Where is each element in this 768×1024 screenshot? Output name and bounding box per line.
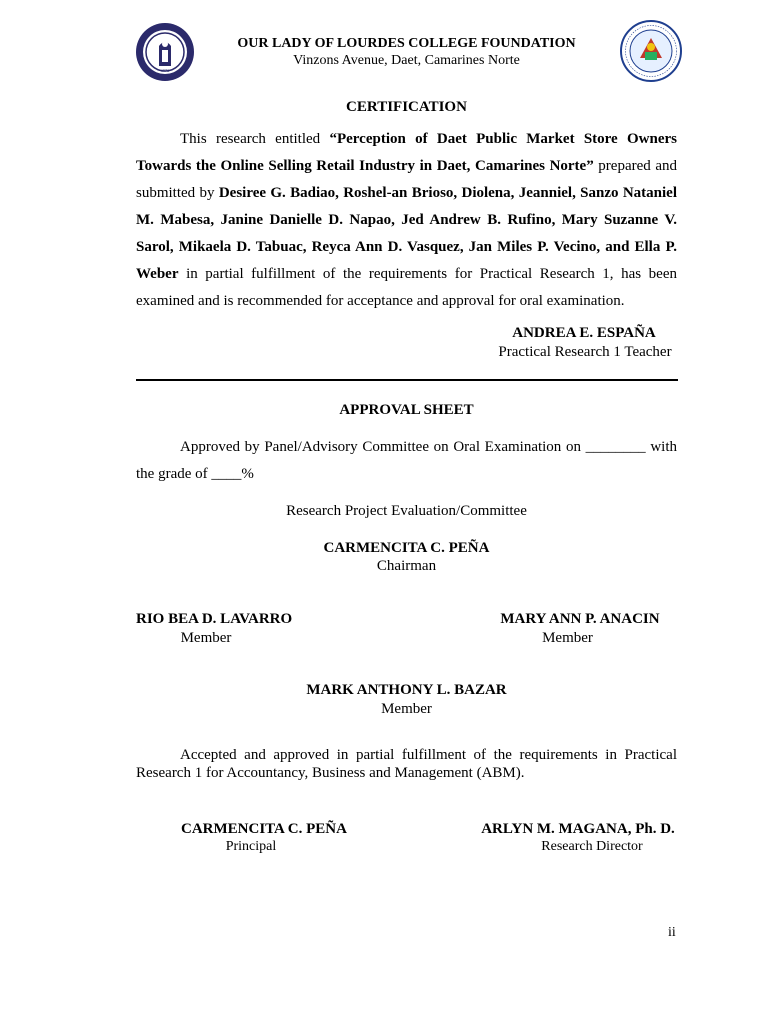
director-role: Research Director [541,839,643,854]
certification-end: in partial fulfillment of the requirements for Practical Research 1, has been examined and is recommended for acceptance and approval for oral examination. [136,266,677,309]
school-name: OUR LADY OF LOURDES COLLEGE FOUNDATION [237,36,576,51]
teacher-name: ANDREA E. ESPAÑA [512,325,656,341]
director-name: ARLYN M. MAGANA, Ph. D. [481,821,675,837]
chair-role: Chairman [376,558,437,574]
principal-name: CARMENCITA C. PEÑA [181,821,347,837]
college-seal-icon [135,22,195,82]
certification-intro: This research entitled [180,131,330,147]
member2-role: Member [542,630,593,646]
certification-title: CERTIFICATION [346,99,467,115]
approval-title: APPROVAL SHEET [339,402,474,418]
member3-name: MARK ANTHONY L. BAZAR [306,682,507,698]
member2-name: MARY ANN P. ANACIN [500,611,660,627]
member1-role: Member [180,630,232,646]
section-divider [136,379,678,381]
approval-statement: Approved by Panel/Advisory Committee on Oral Examination on ________ with the grade of ____% [136,439,677,482]
committee-label: Research Project Evaluation/Committee [286,503,527,519]
certification-body [136,126,677,315]
research-title: “Perception of Daet Public Market Store Owners Towards the Online Selling Retail Industry in Daet, Camarines Norte” [136,131,677,174]
svg-text:1973: 1973 [161,68,169,73]
principal-role: Principal [225,839,277,854]
chair-name: CARMENCITA C. PEÑA [323,540,490,556]
school-address: Vinzons Avenue, Daet, Camarines Norte [293,53,520,68]
teacher-role: Practical Research 1 Teacher [498,344,672,360]
member3-role: Member [381,701,432,717]
acceptance-statement: Accepted and approved in partial fulfillment of the requirements in Practical Research 1 for Accountancy, Business and Management (ABM). [136,747,677,781]
certification-mid: prepared and submitted by [136,158,677,201]
member1-name: RIO BEA D. LAVARRO [136,611,293,627]
page-number: ii [668,925,676,940]
author-list: Desiree G. Badiao, Roshel-an Brioso, Diolena, Jeanniel, Sanzo Nataniel M. Mabesa, Janine Danielle D. Napao, Jed Andrew B. Rufino, Mary Suzanne V. Sarol, Mikaela D. Tabuac, Reyca Ann D. Vasquez, Jan Miles P. Vecino, and Ella P. Weber [136,185,677,282]
